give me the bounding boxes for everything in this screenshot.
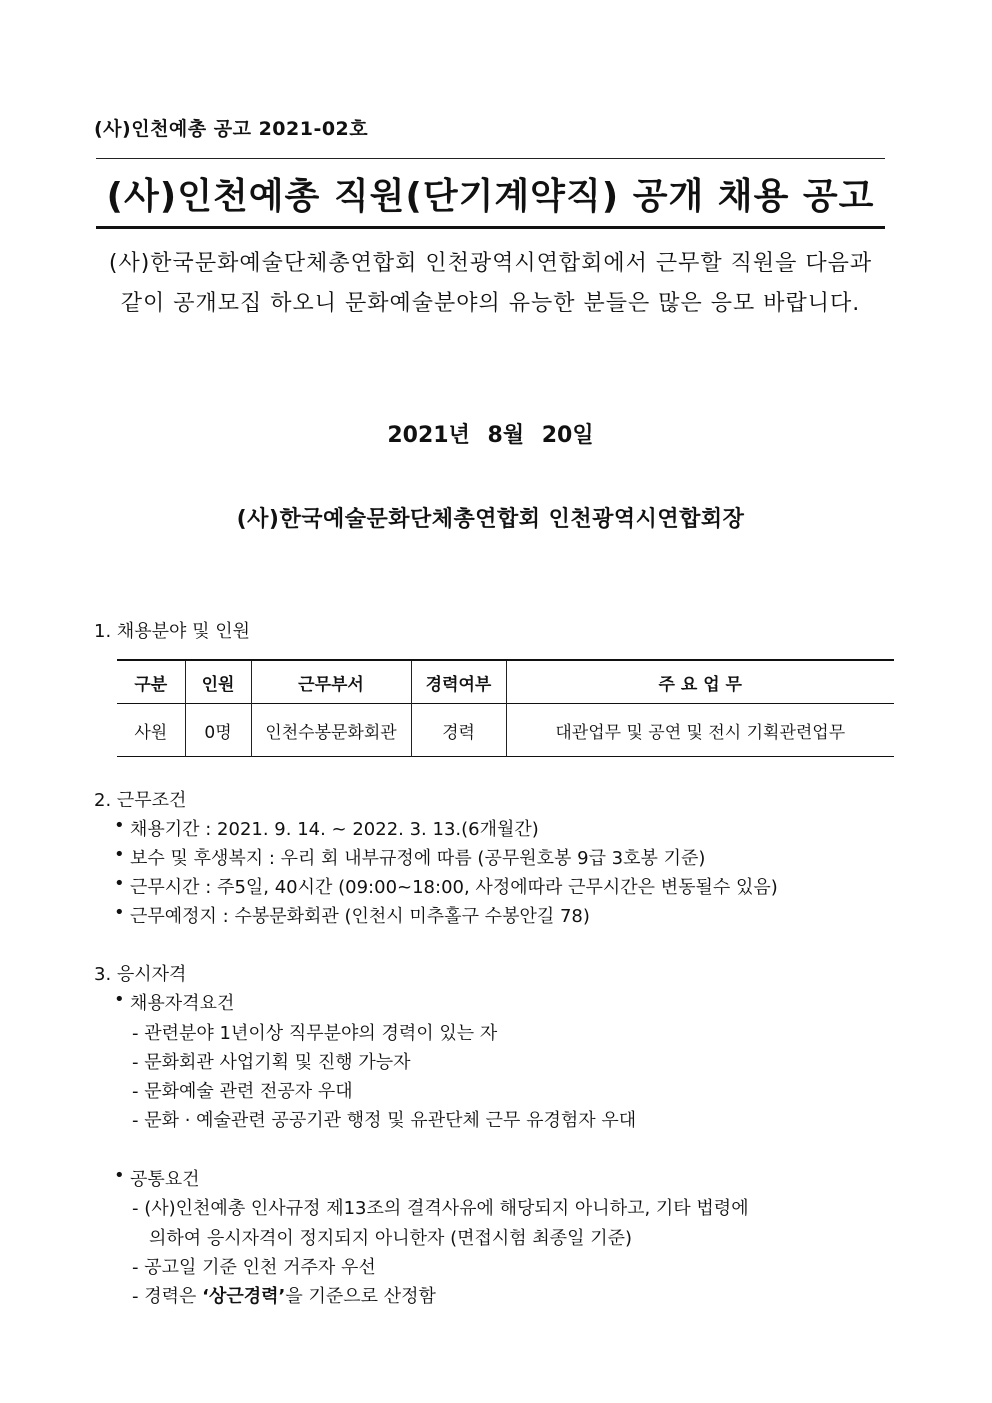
- condition-item: • 근무예정지 : 수봉문화회관 (인천시 미추홀구 수봉안길 78): [130, 902, 590, 928]
- title-top-rule: [96, 158, 885, 159]
- common-item-3-prefix: - 경력은: [132, 1286, 203, 1307]
- common-item-3: [132, 1282, 436, 1308]
- header-category: 구분: [117, 660, 185, 704]
- condition-item: • 근무시간 : 주5일, 40시간 (09:00~18:00, 사정에따라 근무시간은 변동될수 있음): [130, 873, 778, 899]
- issuer: (사)한국예술문화단체총연합회 인천광역시연합회장: [236, 507, 745, 532]
- title-bottom-rule: [96, 226, 885, 229]
- common-item-2: - 공고일 기준 인천 거주자 우선: [132, 1257, 376, 1278]
- qualification-item: - 문화회관 사업기획 및 진행 가능자: [132, 1052, 411, 1073]
- intro-line-1: (사)한국문화예술단체총연합회 인천광역시연합회에서 근무할 직원을 다음과: [108, 251, 873, 276]
- cell-department: 인천수봉문화회관: [251, 704, 411, 757]
- section-2-heading: 2. 근무조건: [94, 790, 187, 811]
- common-requirements-label: • 공통요건: [130, 1165, 200, 1191]
- cell-headcount: 0명: [185, 704, 251, 757]
- notice-number: (사)인천예총 공고 2021-02호: [94, 118, 369, 140]
- notice-date: 2021년 8월 20일: [387, 423, 594, 448]
- qualifications-label: • 채용자격요건: [130, 989, 234, 1015]
- cell-duties: 대관업무 및 공연 및 전시 기획관련업무: [506, 704, 894, 757]
- condition-item: • 채용기간 : 2021. 9. 14. ~ 2022. 3. 13.(6개월간): [130, 815, 539, 841]
- full-time-experience-emphasis: ‘상근경력’: [202, 1286, 286, 1307]
- qualification-item: - 문화예술 관련 전공자 우대: [132, 1081, 353, 1102]
- qualification-item: - 문화 · 예술관련 공공기관 행정 및 유관단체 근무 유경험자 우대: [132, 1110, 637, 1131]
- page-title: (사)인천예총 직원(단기계약직) 공개 채용 공고: [106, 176, 875, 217]
- table-row: [117, 704, 894, 757]
- recruitment-table: [117, 659, 894, 757]
- common-item-3-suffix: 을 기준으로 산정함: [285, 1286, 436, 1307]
- intro-paragraph: [96, 244, 885, 324]
- condition-item: • 보수 및 후생복지 : 우리 회 내부규정에 따름 (공무원호봉 9급 3호봉 기준): [130, 844, 705, 870]
- header-experience: 경력여부: [411, 660, 506, 704]
- cell-category: 사원: [117, 704, 185, 757]
- section-1-heading: 1. 채용분야 및 인원: [94, 621, 251, 642]
- header-duties: 주 요 업 무: [506, 660, 894, 704]
- common-item-1-line-1: - (사)인천예총 인사규정 제13조의 결격사유에 해당되지 아니하고, 기타 법령에: [132, 1198, 749, 1219]
- common-item-1-line-2: 의하여 응시자격이 정지되지 아니한자 (면접시험 최종일 기준): [149, 1228, 633, 1249]
- header-headcount: 인원: [185, 660, 251, 704]
- section-3-heading: 3. 응시자격: [94, 964, 187, 985]
- cell-experience: 경력: [411, 704, 506, 757]
- qualification-item: - 관련분야 1년이상 직무분야의 경력이 있는 자: [132, 1023, 498, 1044]
- intro-line-2: 같이 공개모집 하오니 문화예술분야의 유능한 분들은 많은 응모 바랍니다.: [120, 291, 861, 316]
- table-header-row: [117, 660, 894, 704]
- header-department: 근무부서: [251, 660, 411, 704]
